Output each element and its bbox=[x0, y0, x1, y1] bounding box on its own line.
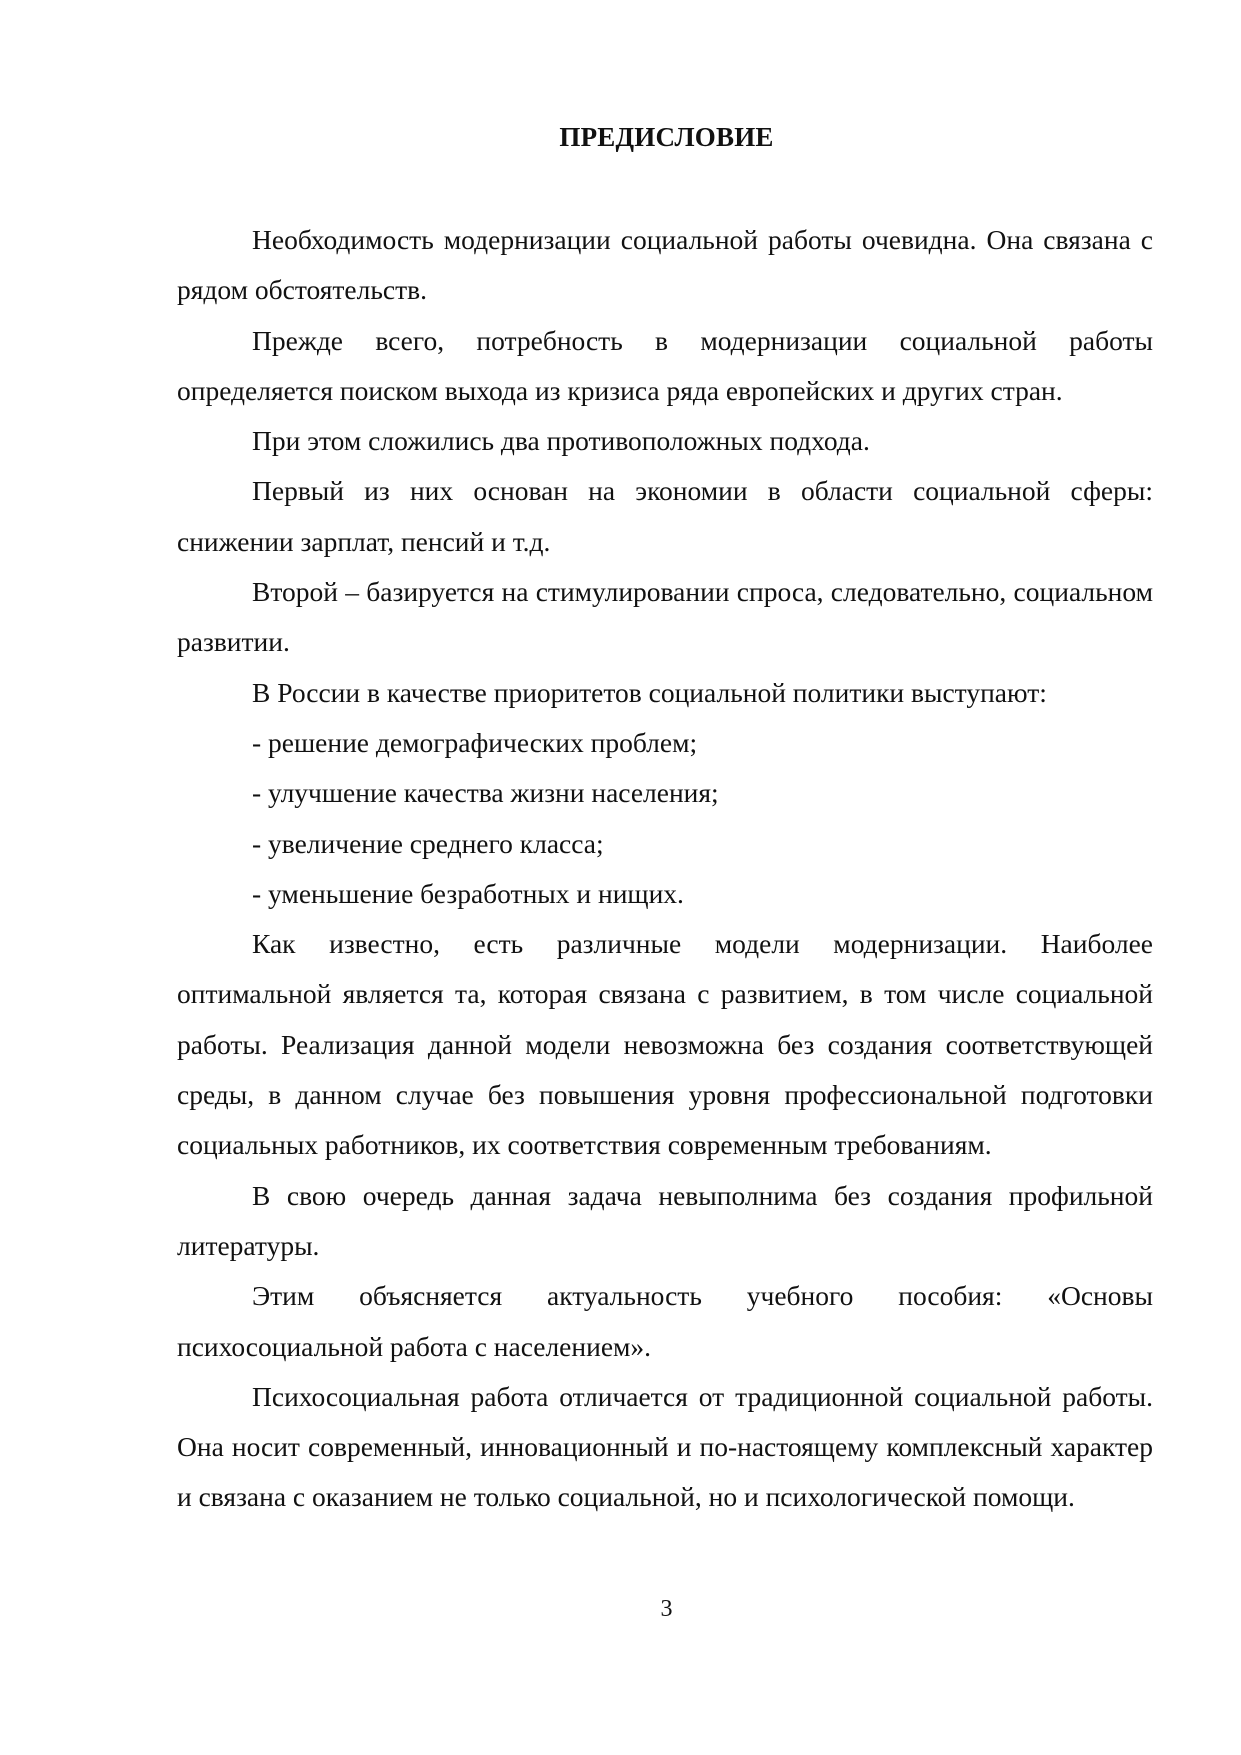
paragraph-first-approach: Первый из них основан на экономии в области социальной сферы: снижении зарплат, пенсий и т.д. bbox=[177, 475, 1153, 557]
list-item-quality-of-life: - улучшение качества жизни населения; bbox=[252, 777, 719, 809]
paragraph-necessity: Необходимость модернизации социальной работы очевидна. Она связана с рядом обстоятельств. bbox=[177, 224, 1153, 306]
paragraph-russia-priorities: В России в качестве приоритетов социальной политики выступают: bbox=[252, 676, 1047, 708]
paragraph-first-of-all: Прежде всего, потребность в модернизации социальной работы определяется поиском выхода из кризиса ряда европейских и других стран. bbox=[177, 324, 1153, 406]
paragraph-literature: В свою очередь данная задача невыполнима без создания профильной литературы. bbox=[177, 1179, 1153, 1261]
page-number: 3 bbox=[660, 1596, 673, 1622]
paragraph-psychosocial-work: Психосоциальная работа отличается от традиционной социальной работы. Она носит современный, инновационный и по-настоящему комплексный характер и связана с оказанием не только социальной, но и психологической помощи. bbox=[177, 1380, 1153, 1513]
paragraph-relevance: Этим объясняется актуальность учебного пособия: «Основы психосоциальной работа с населением». bbox=[177, 1280, 1153, 1362]
paragraph-modernization-models: Как известно, есть различные модели модернизации. Наиболее оптимальной является та, которая связана с развитием, в том числе социальной работы. Реализация данной модели невозможна без создания соответствующей среды, в данном случае без повышения уровня профессиональной подготовки социальных работников, их соответствия современным требованиям. bbox=[177, 928, 1153, 1161]
list-item-middle-class: - увеличение среднего класса; bbox=[252, 827, 604, 859]
body-text bbox=[177, 215, 1153, 1523]
paragraph-two-approaches: При этом сложились два противоположных подхода. bbox=[252, 425, 870, 457]
list-item-demographic: - решение демографических проблем; bbox=[252, 726, 698, 758]
page-title: ПРЕДИСЛОВИЕ bbox=[559, 122, 774, 152]
paragraph-second-approach: Второй – базируется на стимулировании спроса, следовательно, социальном развитии. bbox=[177, 576, 1153, 658]
list-item-unemployed: - уменьшение безработных и нищих. bbox=[252, 877, 684, 909]
